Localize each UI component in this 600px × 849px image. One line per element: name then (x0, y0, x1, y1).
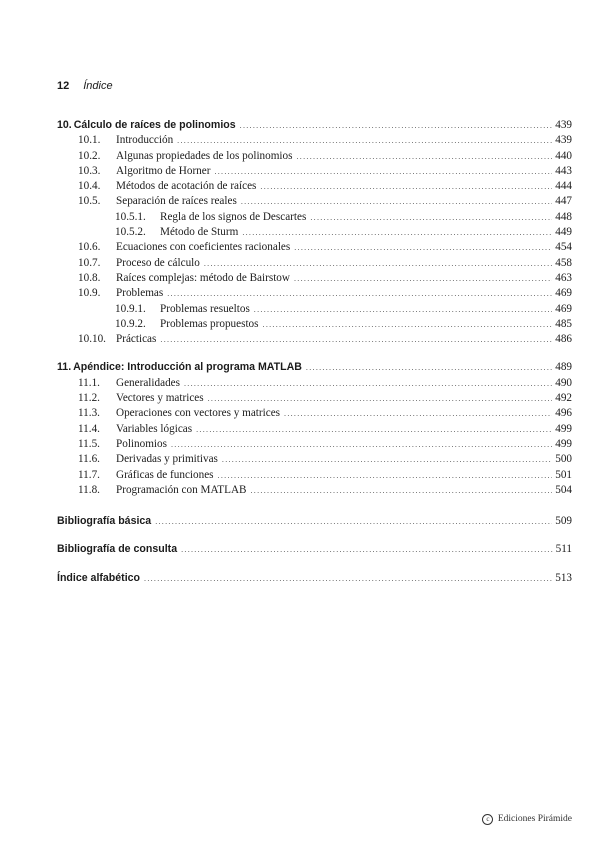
dot-leader (306, 360, 552, 375)
dot-leader (208, 391, 553, 406)
section-title: Programación con MATLAB (116, 483, 247, 496)
toc-section-11-4[interactable] (57, 422, 572, 437)
page-ref: 485 (555, 317, 572, 330)
dot-leader (184, 376, 552, 391)
dot-leader (242, 225, 552, 240)
dot-leader (181, 542, 553, 557)
toc-indice-alfabetico[interactable] (57, 571, 572, 586)
page-ref: 509 (555, 515, 572, 528)
subsection-title: Problemas propuestos (160, 317, 259, 330)
section-number: 11.1. (78, 376, 100, 389)
dot-leader (204, 256, 552, 271)
page-ref: 492 (555, 392, 572, 405)
chapter-number: 11. (57, 361, 72, 374)
toc-subsection-10-5-2[interactable] (57, 225, 572, 240)
toc-section-10-8[interactable] (57, 271, 572, 286)
subsection-title: Problemas resueltos (160, 302, 250, 315)
toc-section-10-10[interactable] (57, 332, 572, 347)
dot-leader (171, 437, 552, 452)
page-ref: 496 (555, 407, 572, 420)
page-ref: 440 (555, 149, 572, 162)
toc-chapter-11[interactable] (57, 360, 572, 375)
page-ref: 504 (555, 483, 572, 496)
toc-bibliografia-basica[interactable] (57, 514, 572, 529)
page-ref: 511 (555, 543, 572, 556)
section-number: 10.3. (78, 164, 101, 177)
section-number: 11.5. (78, 437, 100, 450)
toc-section-11-1[interactable] (57, 376, 572, 391)
dot-leader (144, 571, 552, 586)
section-title: Separación de raíces reales (116, 195, 237, 208)
section-number: 10.4. (78, 180, 101, 193)
chapter-title: Cálculo de raíces de polinomios (73, 119, 236, 131)
dot-leader (222, 452, 552, 467)
toc-section-10-9[interactable] (57, 286, 572, 301)
toc-subsection-10-9-1[interactable] (57, 302, 572, 317)
dot-leader (310, 210, 552, 225)
dot-leader (263, 317, 553, 332)
toc-section-11-2[interactable] (57, 391, 572, 406)
section-number: 10.9. (78, 287, 101, 300)
toc-section-10-3[interactable] (57, 164, 572, 179)
page-ref: 447 (555, 195, 572, 208)
chapter-number: 10. (57, 119, 72, 131)
dot-leader (218, 468, 553, 483)
subsection-number: 10.9.2. (115, 317, 146, 330)
section-number: 10.2. (78, 149, 101, 162)
section-number: 10.5. (78, 195, 101, 208)
toc-bibliografia-consulta[interactable] (57, 542, 572, 557)
spacer (57, 347, 572, 360)
toc-subsection-10-9-2[interactable] (57, 317, 572, 332)
dot-leader (260, 179, 552, 194)
subsection-number: 10.5.2. (115, 226, 146, 239)
section-number: 11.7. (78, 468, 100, 481)
page-ref: 443 (555, 164, 572, 177)
section-title: Generalidades (116, 376, 180, 389)
toc-subsection-10-5-1[interactable] (57, 210, 572, 225)
section-title: Problemas (116, 287, 164, 300)
spacer (57, 498, 572, 514)
spacer (57, 558, 572, 571)
section-number: 11.3. (78, 407, 100, 420)
page-ref: 449 (555, 226, 572, 239)
section-title: Polinomios (116, 437, 167, 450)
page-ref: 501 (555, 468, 572, 481)
subsection-title: Regla de los signos de Descartes (160, 210, 307, 223)
dot-leader (241, 194, 552, 209)
subsection-title: Método de Sturm (160, 226, 239, 239)
page-ref: 439 (555, 119, 572, 131)
toc-section-10-6[interactable] (57, 240, 572, 255)
toc-section-11-8[interactable] (57, 483, 572, 498)
page-ref: 469 (555, 287, 572, 300)
section-number: 10.8. (78, 271, 101, 284)
toc-section-10-5[interactable] (57, 194, 572, 209)
section-title: Algunas propiedades de los polinomios (116, 149, 293, 162)
section-title: Introducción (116, 134, 174, 147)
section-title: Ecuaciones con coeficientes racionales (116, 241, 291, 254)
toc-section-11-7[interactable] (57, 468, 572, 483)
section-title: Raíces complejas: método de Bairstow (116, 271, 290, 284)
toc-section-10-4[interactable] (57, 179, 572, 194)
table-of-contents (57, 118, 572, 586)
copyright-icon: c (482, 814, 493, 825)
section-title: Prácticas (116, 333, 157, 346)
page-ref: 490 (555, 376, 572, 389)
dot-leader (177, 133, 552, 148)
section-title: Métodos de acotación de raíces (116, 180, 257, 193)
dot-leader (167, 286, 552, 301)
toc-section-10-2[interactable] (57, 149, 572, 164)
dot-leader (294, 240, 552, 255)
section-number: 11.4. (78, 422, 100, 435)
entry-title: Bibliografía básica (57, 515, 152, 528)
spacer (57, 529, 572, 542)
section-number: 11.2. (78, 392, 100, 405)
dot-leader (155, 514, 552, 529)
running-title: Índice (83, 80, 113, 92)
page-ref: 499 (555, 437, 572, 450)
page-ref: 513 (555, 571, 572, 584)
toc-section-11-5[interactable] (57, 437, 572, 452)
section-number: 10.10. (78, 333, 106, 346)
subsection-number: 10.9.1. (115, 302, 146, 315)
page-ref: 489 (555, 361, 572, 374)
dot-leader (297, 149, 553, 164)
page-ref: 454 (555, 241, 572, 254)
section-title: Variables lógicas (116, 422, 193, 435)
entry-title: Índice alfabético (57, 571, 141, 584)
entry-title: Bibliografía de consulta (57, 543, 178, 556)
page-ref: 448 (555, 210, 572, 223)
page-ref: 499 (555, 422, 572, 435)
section-number: 10.6. (78, 241, 101, 254)
section-title: Operaciones con vectores y matrices (116, 407, 281, 420)
section-title: Gráficas de funciones (116, 468, 214, 481)
page-ref: 486 (555, 333, 572, 346)
page-ref: 439 (555, 134, 572, 147)
section-number: 11.8. (78, 483, 100, 496)
section-title: Derivadas y primitivas (116, 453, 218, 466)
page-ref: 458 (555, 256, 572, 269)
section-number: 10.1. (78, 134, 101, 147)
dot-leader (251, 483, 553, 498)
section-title: Vectores y matrices (116, 392, 204, 405)
page-ref: 463 (555, 271, 572, 284)
page-ref: 444 (555, 180, 572, 193)
section-title: Proceso de cálculo (116, 256, 200, 269)
running-head (57, 80, 113, 92)
page-ref: 500 (555, 453, 572, 466)
dot-leader (196, 422, 552, 437)
section-number: 10.7. (78, 256, 101, 269)
chapter-title: Apéndice: Introducción al programa MATLAB (73, 361, 302, 374)
toc-section-10-7[interactable] (57, 256, 572, 271)
toc-chapter-10[interactable] (57, 118, 572, 133)
dot-leader (240, 118, 553, 133)
dot-leader (284, 406, 552, 421)
publisher-footer (482, 814, 572, 825)
publisher-name: Ediciones Pirámide (497, 814, 572, 824)
dot-leader (160, 332, 552, 347)
toc-section-10-1[interactable] (57, 133, 572, 148)
page-ref: 469 (555, 302, 572, 315)
dot-leader (214, 164, 552, 179)
dot-leader (254, 302, 552, 317)
section-title: Algoritmo de Horner (116, 164, 211, 177)
dot-leader (294, 271, 552, 286)
toc-section-11-6[interactable] (57, 452, 572, 467)
toc-section-11-3[interactable] (57, 406, 572, 421)
subsection-number: 10.5.1. (115, 210, 146, 223)
page-number: 12 (57, 80, 70, 92)
section-number: 11.6. (78, 453, 100, 466)
